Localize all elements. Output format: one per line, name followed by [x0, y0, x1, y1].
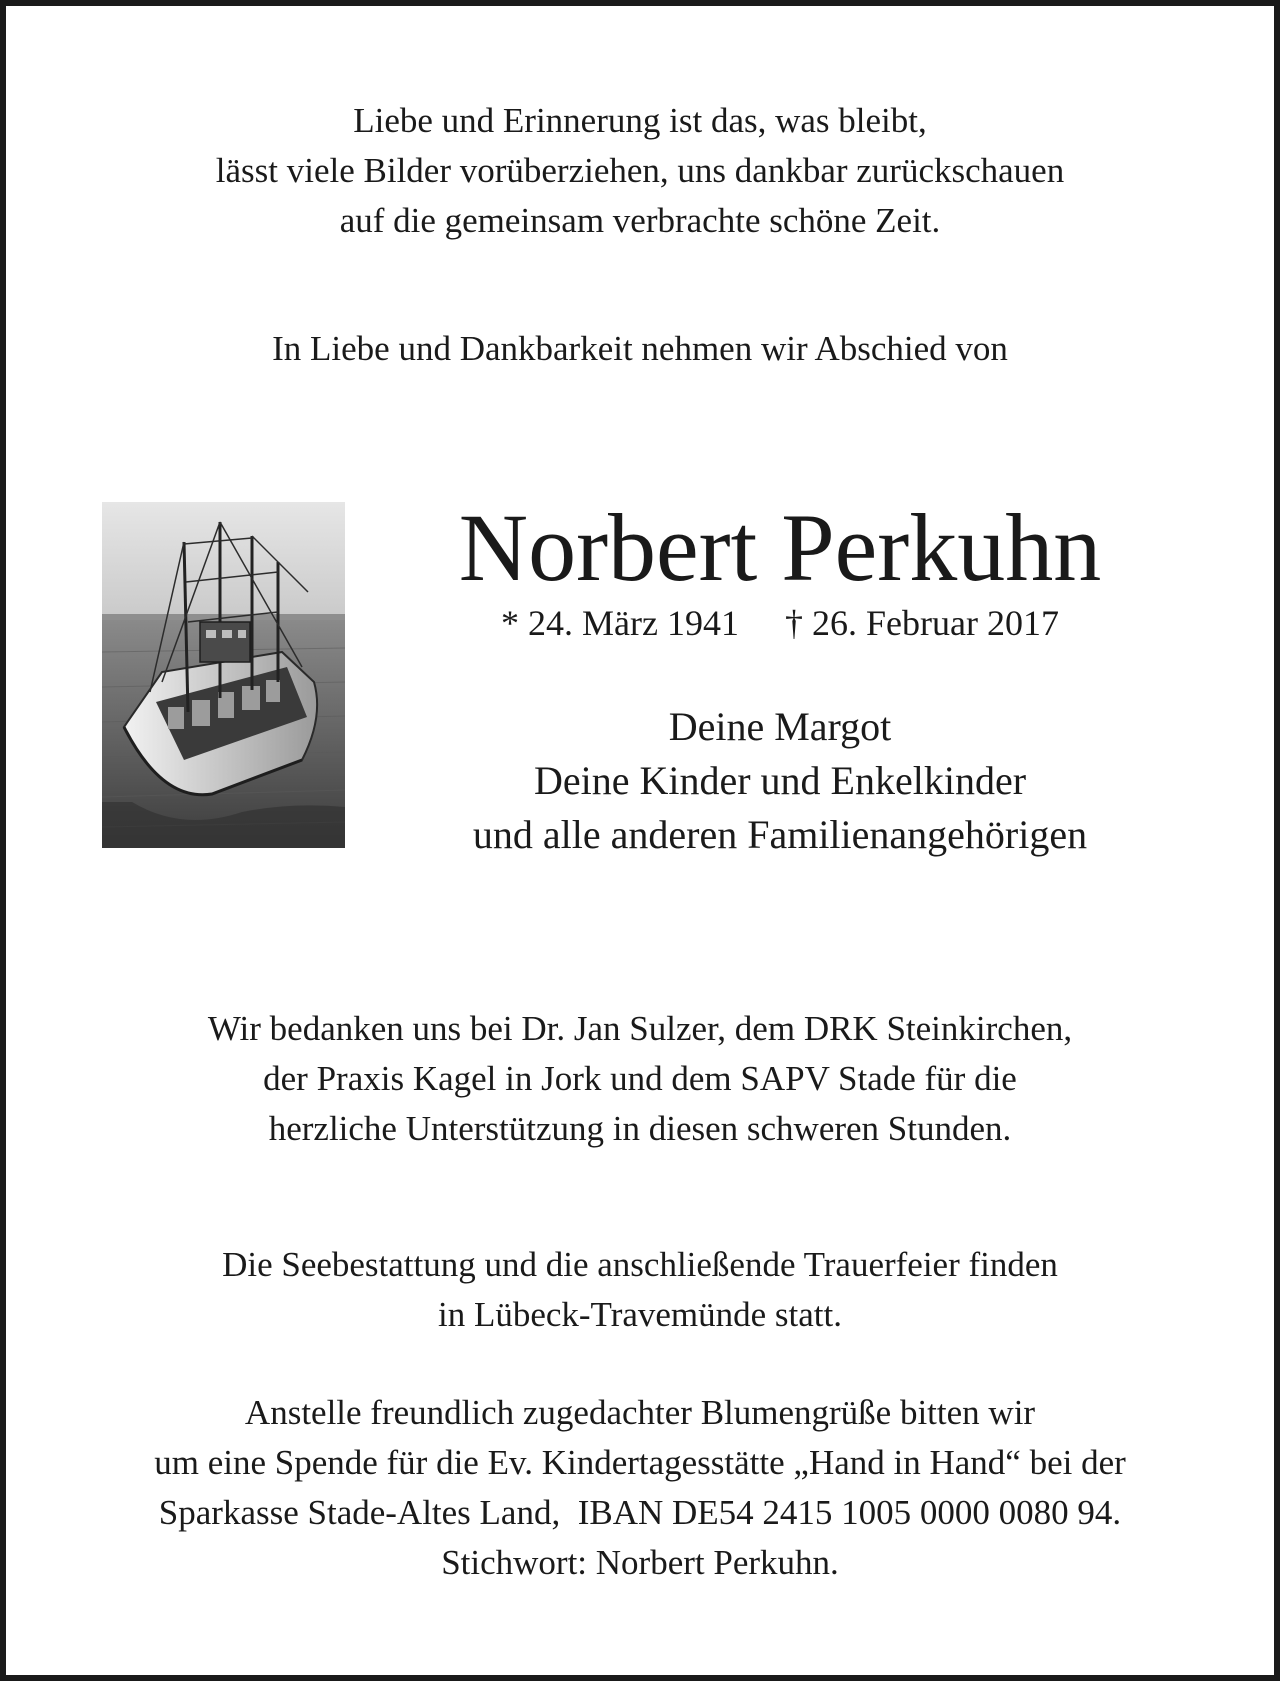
death-date: † 26. Februar 2017 — [785, 603, 1059, 643]
poem-line: Liebe und Erinnerung ist das, was bleibt, — [353, 101, 927, 140]
mourner-line: Deine Margot — [668, 704, 892, 749]
poem-verse — [0, 96, 1280, 246]
donation-line: Stichwort: Norbert Perkuhn. — [441, 1543, 839, 1582]
burial-line: in Lübeck-Travemünde statt. — [437, 1295, 843, 1334]
thanks-line: herzliche Unterstützung in diesen schweren Stunden. — [268, 1109, 1012, 1148]
deceased-name-block — [380, 494, 1180, 601]
birth-date: * 24. März 1941 — [501, 603, 739, 643]
thanks-line: Wir bedanken uns bei Dr. Jan Sulzer, dem DRK Steinkirchen, — [207, 1009, 1073, 1048]
deceased-name: Norbert Perkuhn — [458, 494, 1102, 601]
farewell-intro — [0, 324, 1280, 374]
poem-line: auf die gemeinsam verbrachte schöne Zeit. — [339, 201, 941, 240]
donation-line: Anstelle freundlich zugedachter Blumengrüße bitten wir — [244, 1393, 1036, 1432]
ship-photo-icon — [102, 502, 345, 848]
donation-line: um eine Spende für die Ev. Kindertagesstätte „Hand in Hand“ bei der — [154, 1443, 1126, 1482]
poem-line: lässt viele Bilder vorüberziehen, uns dankbar zurückschauen — [215, 151, 1065, 190]
ship-photo — [102, 502, 345, 848]
life-dates — [380, 598, 1180, 648]
farewell-intro-text: In Liebe und Dankbarkeit nehmen wir Abschied von — [272, 329, 1008, 368]
burial-paragraph — [0, 1240, 1280, 1340]
thanks-line: der Praxis Kagel in Jork und dem SAPV Stade für die — [263, 1059, 1017, 1098]
mourners-list — [380, 700, 1180, 862]
donation-line: Sparkasse Stade-Altes Land, IBAN DE54 2415 1005 0000 0080 94. — [158, 1493, 1122, 1532]
mourner-line: Deine Kinder und Enkelkinder — [533, 758, 1027, 803]
thanks-paragraph — [0, 1004, 1280, 1154]
donation-paragraph — [0, 1388, 1280, 1588]
mourner-line: und alle anderen Familienangehörigen — [472, 812, 1088, 857]
burial-line: Die Seebestattung und die anschließende Trauerfeier finden — [222, 1245, 1058, 1284]
